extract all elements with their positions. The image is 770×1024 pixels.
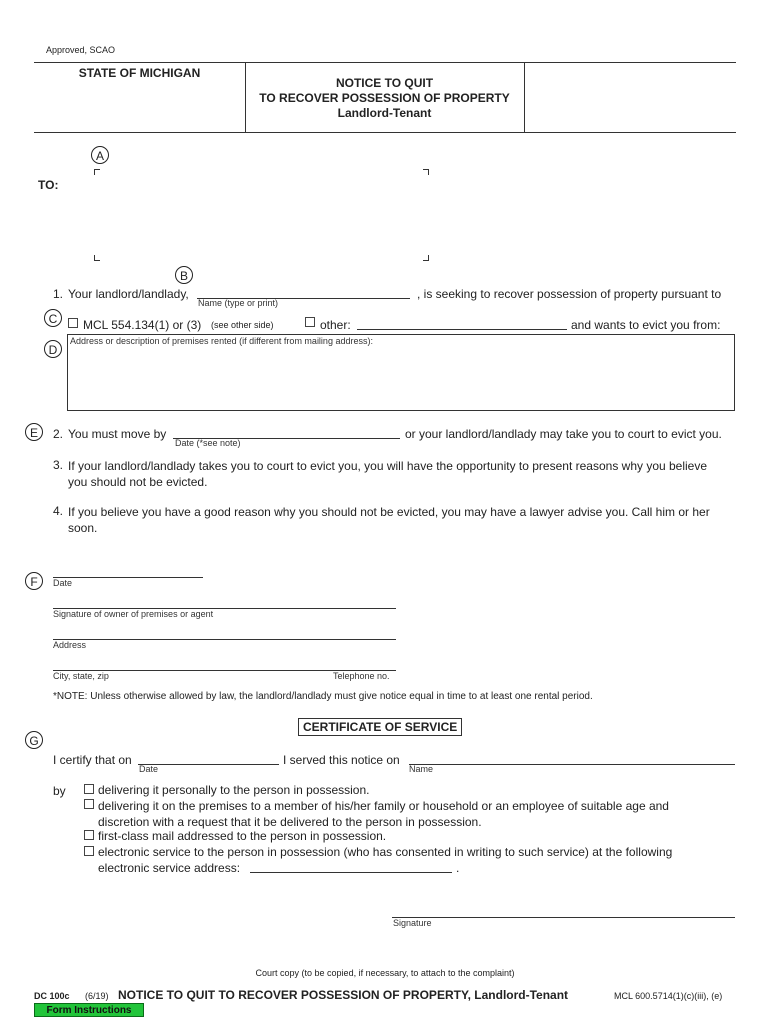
served-text: I served this notice on (283, 753, 400, 767)
other-label: other: (320, 318, 351, 332)
form-id: DC 100c (34, 991, 70, 1001)
marker-c: C (44, 309, 62, 327)
owner-signature-caption: Signature of owner of premises or agent (53, 609, 214, 619)
marker-b: B (175, 266, 193, 284)
item1-prefix: Your landlord/landlady, (68, 287, 189, 301)
electronic-address-field[interactable] (250, 872, 452, 873)
mcl-option-note: (see other side) (211, 320, 274, 330)
service-mail-label: first-class mail addressed to the person in possession. (98, 829, 387, 843)
other-checkbox[interactable] (305, 317, 315, 327)
court-copy-note: Court copy (to be copied, if necessary, to attach to the complaint) (255, 968, 515, 978)
corner-tr (423, 169, 429, 175)
form-title-line1: NOTICE TO QUIT (335, 76, 434, 90)
service-electronic-line2: electronic service address: (98, 861, 241, 875)
marker-a: A (91, 146, 109, 164)
service-mail-checkbox[interactable] (84, 830, 94, 840)
sign-date-caption: Date (53, 578, 73, 588)
served-name-caption: Name (409, 764, 434, 774)
premises-address-box[interactable] (67, 334, 735, 411)
server-signature-field[interactable] (392, 917, 735, 918)
service-electronic-line1: electronic service to the person in possession (who has consented in writing to such service) at the following (98, 845, 673, 859)
statute-reference: MCL 600.5714(1)(c)(iii), (e) (614, 991, 723, 1001)
service-premises-line1: delivering it on the premises to a member of his/her family or household or an employee of suitable age and (98, 799, 669, 813)
mcl-option-label: MCL 554.134(1) or (3) (83, 318, 202, 332)
evict-text: and wants to evict you from: (571, 318, 721, 332)
electronic-address-period: . (456, 861, 460, 875)
item4-line1: If you believe you have a good reason why you should not be evicted, you may have a lawyer advise you. Call him or her (68, 505, 710, 519)
owner-address-caption: Address (53, 640, 87, 650)
service-date-caption: Date (139, 764, 159, 774)
mcl-checkbox[interactable] (68, 318, 78, 328)
telephone-caption: Telephone no. (333, 671, 390, 681)
form-title (245, 76, 524, 121)
premises-address-caption: Address or description of premises rented (if different from mailing address): (70, 336, 373, 346)
move-date-caption: Date (*see note) (175, 438, 241, 448)
header-bottom-rule (34, 132, 736, 133)
marker-g: G (25, 731, 43, 749)
item2-suffix: or your landlord/landlady may take you to court to evict you. (405, 427, 722, 441)
service-date-field[interactable] (138, 764, 279, 765)
item4-line2: soon. (68, 521, 98, 535)
form-title-line2: TO RECOVER POSSESSION OF PROPERTY (259, 91, 510, 105)
sign-date-field[interactable] (53, 577, 203, 578)
item2-number: 2. (53, 427, 64, 441)
certificate-title: CERTIFICATE OF SERVICE (298, 718, 462, 736)
item3-line1: If your landlord/landlady takes you to court to evict you, you will have the opportunity to present reasons why you believe (68, 459, 708, 473)
note-text: *NOTE: Unless otherwise allowed by law, the landlord/landlady must give notice equal in time to at least one rental period. (53, 691, 593, 702)
item3-number: 3. (53, 458, 64, 472)
form-instructions-button[interactable]: Form Instructions (34, 1003, 144, 1017)
service-electronic-checkbox[interactable] (84, 846, 94, 856)
service-personal-checkbox[interactable] (84, 784, 94, 794)
landlord-name-caption: Name (type or print) (198, 298, 279, 308)
service-personal-label: delivering it personally to the person in possession. (98, 783, 370, 797)
item3-text (68, 458, 707, 490)
form-title-line3: Landlord-Tenant (337, 106, 432, 120)
item1-suffix: , is seeking to recover possession of property pursuant to (417, 287, 722, 301)
item1-number: 1. (53, 287, 64, 301)
corner-bl (94, 255, 100, 261)
header-divider-right (524, 62, 525, 132)
corner-br (423, 255, 429, 261)
marker-d: D (44, 340, 62, 358)
served-name-field[interactable] (409, 764, 735, 765)
other-field[interactable] (357, 329, 567, 330)
server-signature-caption: Signature (393, 918, 432, 928)
service-premises-label (98, 798, 669, 830)
footer-form-title: NOTICE TO QUIT TO RECOVER POSSESSION OF PROPERTY, Landlord-Tenant (118, 988, 569, 1002)
marker-f: F (25, 572, 43, 590)
owner-city-caption: City, state, zip (53, 671, 109, 681)
form-date: (6/19) (85, 991, 109, 1001)
recipient-address-field[interactable] (100, 174, 422, 254)
approved-label: Approved, SCAO (46, 45, 116, 55)
header-top-rule (34, 62, 736, 63)
item2-prefix: You must move by (68, 427, 167, 441)
service-premises-line2: discretion with a request that it be delivered to the person in possession. (98, 815, 482, 829)
by-label: by (53, 784, 66, 798)
state-title: STATE OF MICHIGAN (78, 66, 201, 80)
item3-line2: you should not be evicted. (68, 475, 208, 489)
marker-e: E (25, 423, 43, 441)
item4-text (68, 504, 710, 536)
certify-prefix: I certify that on (53, 753, 132, 767)
owner-address-field[interactable] (53, 639, 396, 640)
to-label: TO: (38, 178, 59, 192)
item4-number: 4. (53, 504, 64, 518)
service-premises-checkbox[interactable] (84, 799, 94, 809)
